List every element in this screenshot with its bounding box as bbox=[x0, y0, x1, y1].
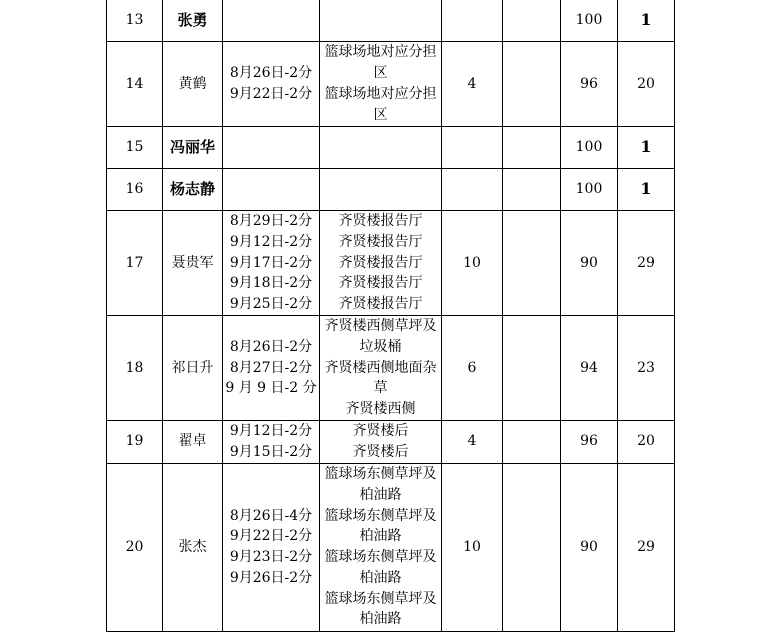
row-number: 15 bbox=[107, 127, 163, 169]
row-number: 20 bbox=[107, 463, 163, 631]
rank: 20 bbox=[618, 421, 675, 464]
deduction-place: 齐贤楼后 bbox=[352, 423, 409, 439]
score: 96 bbox=[561, 42, 618, 127]
deduction-date: 8月26日-2分 bbox=[229, 65, 313, 82]
deduction-date: 9月12日-2分 bbox=[229, 233, 313, 250]
blank-cell bbox=[503, 0, 561, 42]
deduction-dates bbox=[223, 0, 320, 42]
rank: 1 bbox=[618, 0, 675, 42]
deduction-place: 篮球场东侧草坪及柏油路 bbox=[324, 507, 437, 545]
deduction-place: 齐贤楼报告厅 bbox=[338, 233, 423, 250]
deduction-place: 齐贤楼报告厅 bbox=[338, 254, 423, 271]
deduction-places bbox=[320, 316, 442, 421]
deduction-dates bbox=[223, 463, 320, 631]
table-row bbox=[107, 0, 675, 42]
score: 100 bbox=[561, 127, 618, 169]
deduction-date: 8月26日-2分 bbox=[229, 338, 313, 355]
row-number: 14 bbox=[107, 42, 163, 127]
deduction-date: 9月12日-2分 bbox=[229, 423, 313, 439]
deduction-date: 9月22日-2分 bbox=[229, 86, 313, 102]
blank-cell bbox=[503, 463, 561, 631]
deduction-place: 齐贤楼西侧草坪及垃圾桶 bbox=[324, 318, 437, 355]
deduction-date: 8月29日-2分 bbox=[229, 213, 313, 229]
deduction-date: 9月22日-2分 bbox=[229, 528, 313, 545]
row-number: 17 bbox=[107, 211, 163, 316]
score: 100 bbox=[561, 169, 618, 211]
deduction-place: 齐贤楼报告厅 bbox=[338, 275, 423, 292]
person-name: 黄鹤 bbox=[163, 42, 223, 127]
deduction-place: 篮球场东侧草坪及柏油路 bbox=[324, 590, 437, 628]
deduction-place: 篮球场东侧草坪及柏油路 bbox=[324, 549, 437, 586]
deduction-count bbox=[442, 127, 503, 169]
row-number: 13 bbox=[107, 0, 163, 42]
table-row bbox=[107, 211, 675, 316]
deduction-place: 齐贤楼报告厅 bbox=[338, 296, 423, 313]
deduction-date: 8月26日-4分 bbox=[229, 507, 313, 524]
deduction-date: 9月15日-2分 bbox=[229, 443, 313, 460]
table-row bbox=[107, 316, 675, 421]
score: 96 bbox=[561, 421, 618, 464]
deduction-date: 9月25日-2分 bbox=[229, 296, 313, 313]
deduction-count: 4 bbox=[442, 421, 503, 464]
row-number: 18 bbox=[107, 316, 163, 421]
deduction-dates bbox=[223, 211, 320, 316]
deduction-dates bbox=[223, 169, 320, 211]
person-name: 翟卓 bbox=[163, 421, 223, 464]
table-row bbox=[107, 463, 675, 631]
score-table bbox=[106, 0, 675, 632]
rank: 1 bbox=[618, 169, 675, 211]
rank: 20 bbox=[618, 42, 675, 127]
deduction-dates bbox=[223, 127, 320, 169]
deduction-places bbox=[320, 0, 442, 42]
table-row bbox=[107, 169, 675, 211]
table-row bbox=[107, 42, 675, 127]
row-number: 16 bbox=[107, 169, 163, 211]
deduction-date: 8月27日-2分 bbox=[229, 359, 313, 376]
deduction-dates bbox=[223, 316, 320, 421]
deduction-place: 篮球场地对应分担区 bbox=[324, 86, 437, 123]
deduction-place: 齐贤楼报告厅 bbox=[338, 213, 423, 229]
deduction-count bbox=[442, 169, 503, 211]
blank-cell bbox=[503, 127, 561, 169]
blank-cell bbox=[503, 169, 561, 211]
score: 90 bbox=[561, 463, 618, 631]
deduction-places bbox=[320, 463, 442, 631]
deduction-count: 10 bbox=[442, 211, 503, 316]
rank: 29 bbox=[618, 463, 675, 631]
blank-cell bbox=[503, 316, 561, 421]
person-name: 张杰 bbox=[163, 463, 223, 631]
deduction-date: 9月26日-2分 bbox=[229, 569, 313, 586]
deduction-date: 9 月 9 日-2 分 bbox=[225, 380, 317, 397]
rank: 1 bbox=[618, 127, 675, 169]
deduction-date: 9月17日-2分 bbox=[229, 254, 313, 271]
deduction-place: 篮球场地对应分担区 bbox=[324, 44, 437, 82]
deduction-count: 4 bbox=[442, 42, 503, 127]
row-number: 19 bbox=[107, 421, 163, 464]
deduction-place: 齐贤楼西侧 bbox=[345, 401, 416, 418]
deduction-date: 9月18日-2分 bbox=[229, 275, 313, 292]
person-name: 杨志静 bbox=[163, 169, 223, 211]
deduction-count: 10 bbox=[442, 463, 503, 631]
deduction-places bbox=[320, 211, 442, 316]
score: 90 bbox=[561, 211, 618, 316]
deduction-place: 齐贤楼西侧地面杂草 bbox=[324, 359, 437, 397]
deduction-place: 篮球场东侧草坪及柏油路 bbox=[324, 465, 437, 503]
deduction-places bbox=[320, 42, 442, 127]
score: 94 bbox=[561, 316, 618, 421]
blank-cell bbox=[503, 421, 561, 464]
deduction-places bbox=[320, 421, 442, 464]
table-row bbox=[107, 421, 675, 464]
deduction-dates bbox=[223, 42, 320, 127]
rank: 23 bbox=[618, 316, 675, 421]
deduction-places bbox=[320, 127, 442, 169]
deduction-date: 9月23日-2分 bbox=[229, 549, 313, 566]
person-name: 张勇 bbox=[163, 0, 223, 42]
score: 100 bbox=[561, 0, 618, 42]
deduction-places bbox=[320, 169, 442, 211]
deduction-count bbox=[442, 0, 503, 42]
person-name: 冯丽华 bbox=[163, 127, 223, 169]
person-name: 聂贵军 bbox=[163, 211, 223, 316]
person-name: 祁日升 bbox=[163, 316, 223, 421]
rank: 29 bbox=[618, 211, 675, 316]
table-row bbox=[107, 127, 675, 169]
deduction-place: 齐贤楼后 bbox=[352, 443, 409, 460]
blank-cell bbox=[503, 211, 561, 316]
blank-cell bbox=[503, 42, 561, 127]
deduction-count: 6 bbox=[442, 316, 503, 421]
deduction-dates bbox=[223, 421, 320, 464]
